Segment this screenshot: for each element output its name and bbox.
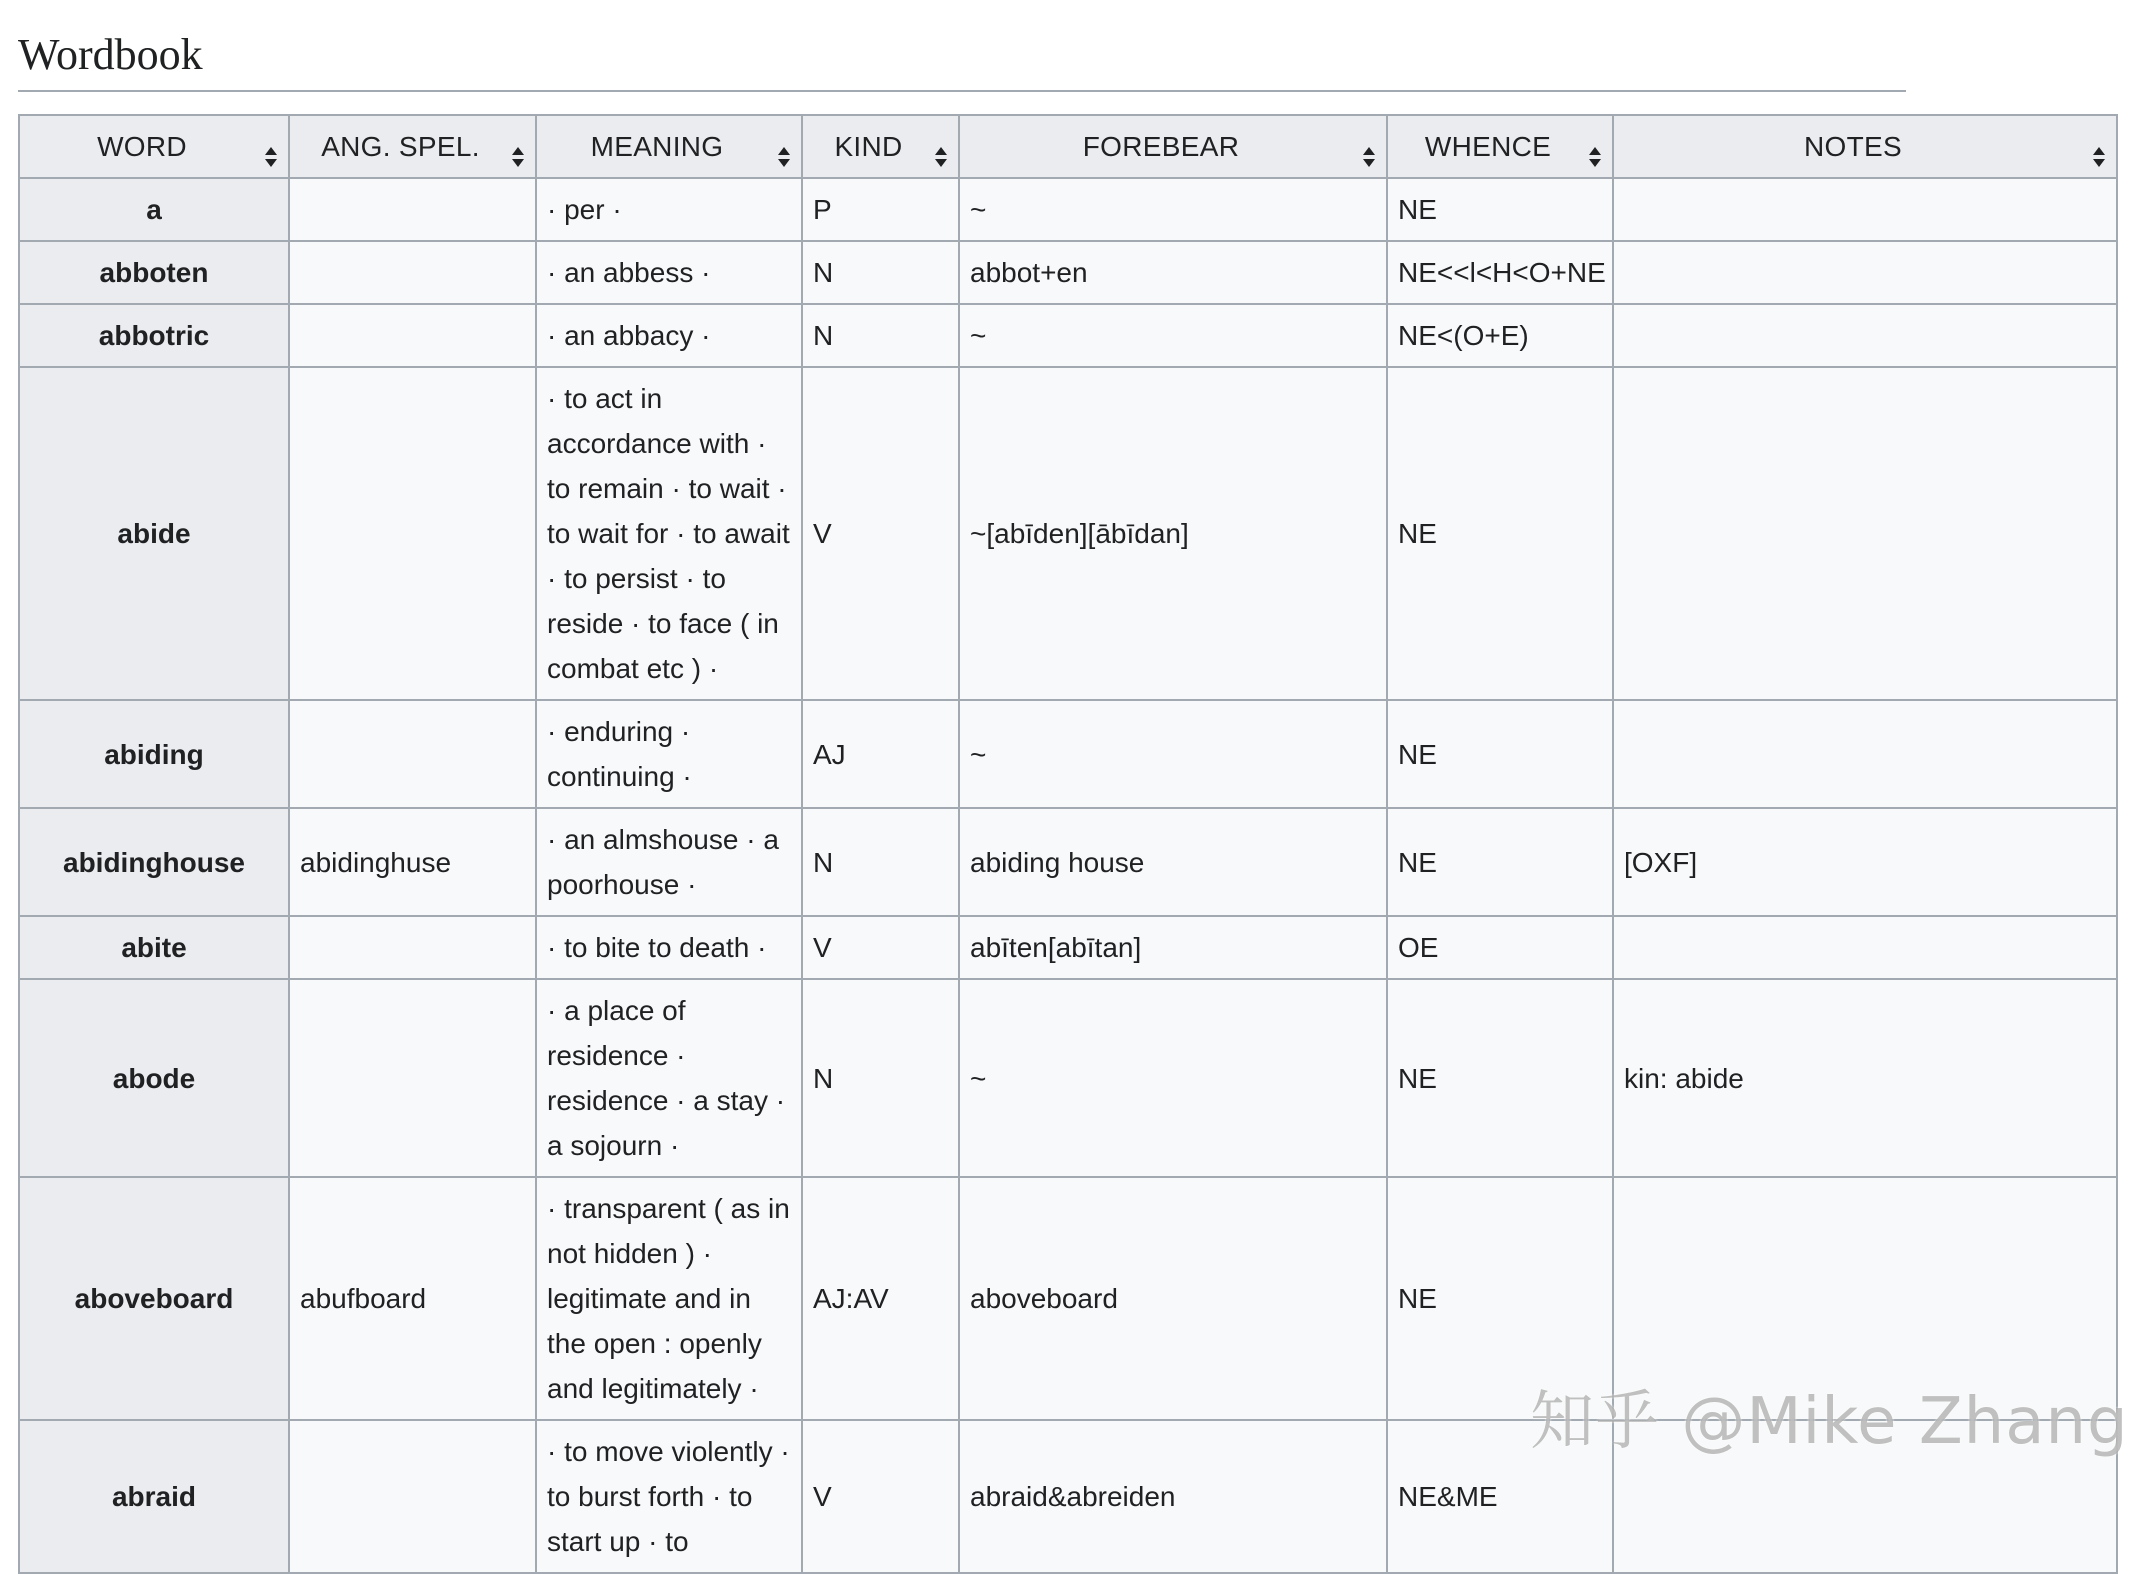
table-row <box>19 979 2117 1177</box>
cell-word: abbotric <box>19 304 289 367</box>
cell-whence: NE <box>1387 700 1613 808</box>
cell-word: abode <box>19 979 289 1177</box>
cell-ang-spel <box>289 916 536 979</box>
cell-forebear: abiding house <box>959 808 1387 916</box>
cell-notes <box>1613 241 2117 304</box>
column-header-label: NOTES <box>1804 131 1902 162</box>
cell-word: abiding <box>19 700 289 808</box>
cell-whence: NE<<l<H<O+NE <box>1387 241 1613 304</box>
sort-both-icon[interactable] <box>934 136 948 158</box>
column-header-ang-spel[interactable] <box>289 115 536 178</box>
column-header-forebear[interactable] <box>959 115 1387 178</box>
wordbook-table <box>18 114 2118 1574</box>
column-header-label: WORD <box>97 131 187 162</box>
cell-ang-spel <box>289 979 536 1177</box>
table-row <box>19 304 2117 367</box>
cell-whence: OE <box>1387 916 1613 979</box>
cell-notes <box>1613 700 2117 808</box>
column-header-label: KIND <box>834 131 903 162</box>
column-header-label: MEANING <box>590 131 724 162</box>
cell-whence: NE <box>1387 367 1613 700</box>
column-header-kind[interactable] <box>802 115 959 178</box>
cell-kind: N <box>802 304 959 367</box>
cell-meaning: · to bite to death · <box>536 916 802 979</box>
table-row <box>19 916 2117 979</box>
cell-meaning: · to act in accordance with · to remain · to wait · to wait for · to await · to persist · to reside · to face ( in combat etc ) · <box>536 367 802 700</box>
cell-forebear: aboveboard <box>959 1177 1387 1420</box>
cell-notes <box>1613 916 2117 979</box>
cell-forebear: ~ <box>959 178 1387 241</box>
cell-meaning: · an almshouse · a poorhouse · <box>536 808 802 916</box>
cell-whence: NE <box>1387 178 1613 241</box>
cell-kind: AJ <box>802 700 959 808</box>
column-header-label: ANG. SPEL. <box>321 131 480 162</box>
table-row <box>19 241 2117 304</box>
table-body <box>19 178 2117 1573</box>
cell-whence: NE&ME <box>1387 1420 1613 1573</box>
cell-kind: AJ:AV <box>802 1177 959 1420</box>
column-header-notes[interactable] <box>1613 115 2117 178</box>
cell-kind: V <box>802 1420 959 1573</box>
page-title: Wordbook <box>18 22 1906 92</box>
sort-both-icon[interactable] <box>2092 136 2106 158</box>
cell-kind: N <box>802 241 959 304</box>
cell-kind: V <box>802 916 959 979</box>
cell-word: abidinghouse <box>19 808 289 916</box>
column-header-whence[interactable] <box>1387 115 1613 178</box>
table-row <box>19 808 2117 916</box>
cell-ang-spel: abufboard <box>289 1177 536 1420</box>
column-header-meaning[interactable] <box>536 115 802 178</box>
cell-ang-spel <box>289 367 536 700</box>
cell-forebear: abīten[abītan] <box>959 916 1387 979</box>
table-row <box>19 178 2117 241</box>
cell-ang-spel <box>289 1420 536 1573</box>
sort-both-icon[interactable] <box>1588 136 1602 158</box>
cell-ang-spel <box>289 241 536 304</box>
cell-notes <box>1613 304 2117 367</box>
cell-ang-spel: abidinghuse <box>289 808 536 916</box>
column-header-word[interactable] <box>19 115 289 178</box>
cell-word: aboveboard <box>19 1177 289 1420</box>
cell-word: abboten <box>19 241 289 304</box>
column-header-label: FOREBEAR <box>1082 131 1240 162</box>
cell-kind: V <box>802 367 959 700</box>
cell-whence: NE <box>1387 979 1613 1177</box>
cell-meaning: · enduring · continuing · <box>536 700 802 808</box>
cell-meaning: · per · <box>536 178 802 241</box>
cell-word: abite <box>19 916 289 979</box>
cell-notes <box>1613 367 2117 700</box>
cell-whence: NE<(O+E) <box>1387 304 1613 367</box>
cell-notes: kin: abide <box>1613 979 2117 1177</box>
cell-meaning: · a place of residence · residence · a stay · a sojourn · <box>536 979 802 1177</box>
cell-forebear: abbot+en <box>959 241 1387 304</box>
table-row <box>19 700 2117 808</box>
column-header-label: WHENCE <box>1424 131 1552 162</box>
cell-word: abraid <box>19 1420 289 1573</box>
cell-kind: P <box>802 178 959 241</box>
cell-forebear: ~ <box>959 304 1387 367</box>
watermark: 知乎 @Mike Zhang <box>1530 1385 2129 1459</box>
cell-meaning: · to move violently · to burst forth · to start up · to <box>536 1420 802 1573</box>
sort-both-icon[interactable] <box>1362 136 1376 158</box>
cell-word: a <box>19 178 289 241</box>
cell-forebear: abraid&abreiden <box>959 1420 1387 1573</box>
cell-forebear: ~ <box>959 700 1387 808</box>
cell-ang-spel <box>289 304 536 367</box>
sort-both-icon[interactable] <box>511 136 525 158</box>
cell-ang-spel <box>289 178 536 241</box>
sort-both-icon[interactable] <box>264 136 278 158</box>
table-header-row <box>19 115 2117 178</box>
cell-meaning: · an abbess · <box>536 241 802 304</box>
cell-ang-spel <box>289 700 536 808</box>
cell-kind: N <box>802 808 959 916</box>
table-row <box>19 367 2117 700</box>
cell-forebear: ~ <box>959 979 1387 1177</box>
cell-whence: NE <box>1387 1177 1613 1420</box>
cell-notes <box>1613 178 2117 241</box>
cell-kind: N <box>802 979 959 1177</box>
cell-notes: [OXF] <box>1613 808 2117 916</box>
cell-whence: NE <box>1387 808 1613 916</box>
sort-both-icon[interactable] <box>777 136 791 158</box>
cell-meaning: · transparent ( as in not hidden ) · legitimate and in the open : openly and legitimately · <box>536 1177 802 1420</box>
cell-word: abide <box>19 367 289 700</box>
cell-forebear: ~[abīden][ābīdan] <box>959 367 1387 700</box>
cell-meaning: · an abbacy · <box>536 304 802 367</box>
